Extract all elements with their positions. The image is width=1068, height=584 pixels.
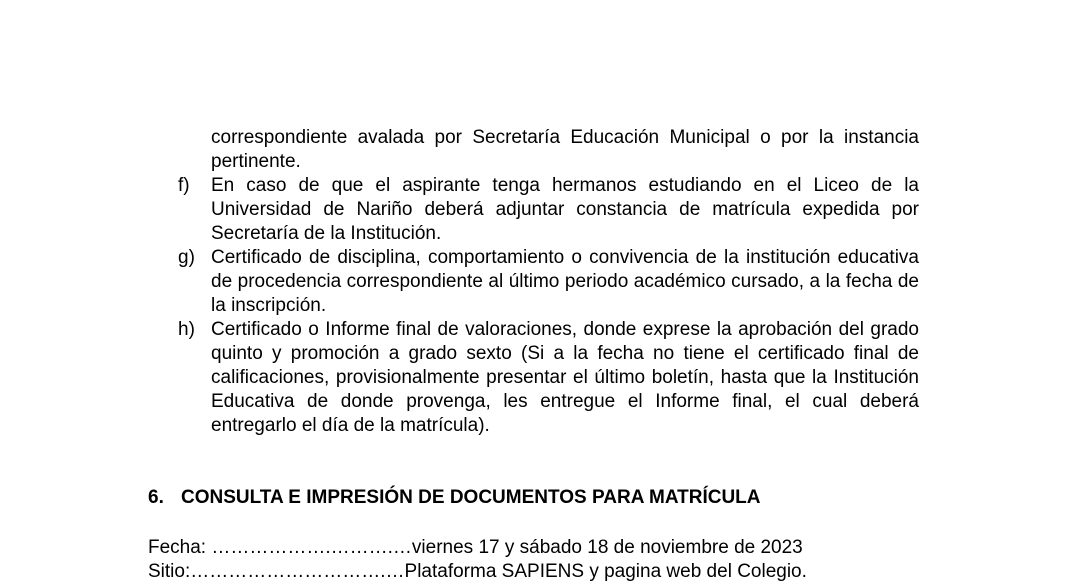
list-item-text: Certificado o Informe final de valoraciones, donde exprese la aprobación del grado quinto y promoción a grado sexto (Si a la fecha no tiene el certificado final de calificaciones, provisionalmente presentar el último boletín, hasta que la Institución Educativa de donde provenga, les entregue el Informe final, el cual deberá entregarlo el día de la matrícula).	[211, 319, 919, 436]
list-marker: g)	[178, 247, 195, 268]
list-marker: h)	[178, 319, 195, 340]
fecha-field: Fecha: ……………….……….…viernes 17 y sábado 18 de noviembre de 2023	[148, 537, 803, 558]
list-item-g	[178, 246, 919, 318]
list-item-text: En caso de que el aspirante tenga hermanos estudiando en el Liceo de la Universidad de Nariño deberá adjuntar constancia de matrícula expedida por Secretaría de la Institución.	[211, 175, 919, 244]
section-number: 6.	[148, 487, 164, 508]
continuation-paragraph: correspondiente avalada por Secretaría Educación Municipal o por la instancia pertinente.	[211, 127, 919, 172]
sitio-field: Sitio:………………………….…Plataforma SAPIENS y pagina web del Colegio.	[148, 561, 807, 582]
list-item-text: Certificado de disciplina, comportamiento o convivencia de la institución educativa de procedencia correspondiente al último periodo académico cursado, a la fecha de la inscripción.	[211, 247, 919, 316]
list-item-h	[178, 318, 919, 438]
section-title: CONSULTA E IMPRESIÓN DE DOCUMENTOS PARA MATRÍCULA	[181, 487, 761, 508]
list-item-f	[178, 174, 919, 246]
list-marker: f)	[178, 175, 190, 196]
section-heading	[148, 486, 761, 510]
